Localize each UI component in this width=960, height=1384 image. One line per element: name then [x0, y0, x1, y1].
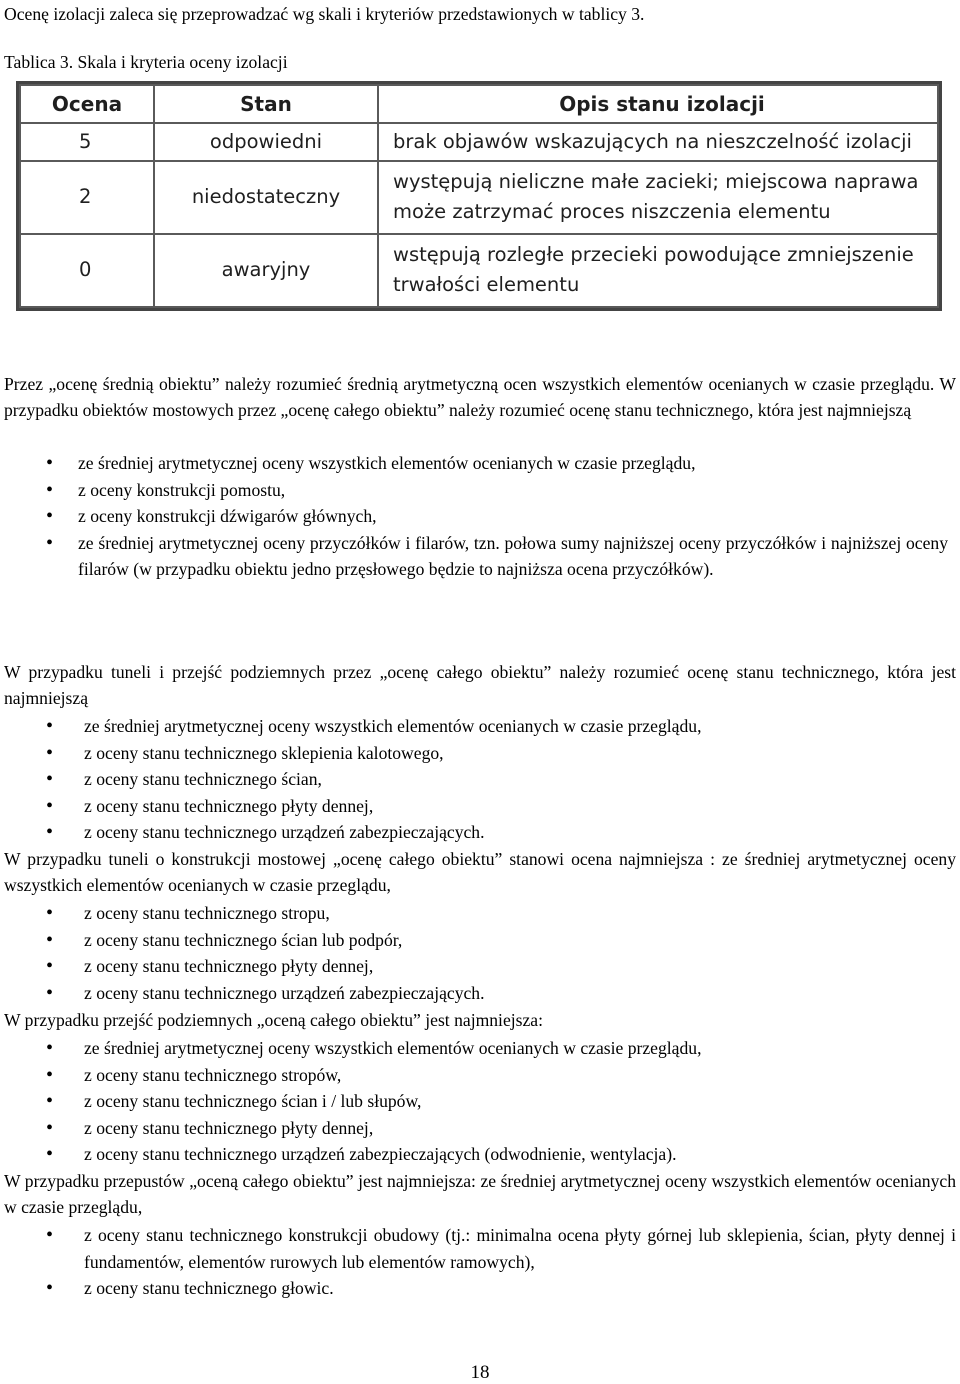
table-row — [20, 234, 938, 307]
header-stan: Stan — [154, 85, 378, 123]
list-item: • z oceny stanu technicznego ścian lub podpór, — [84, 927, 956, 954]
tunnel-assessment-paragraph: W przypadku tuneli i przejść podziemnych przez „ocenę całego obiektu” należy rozumieć ocenę stanu technicznego, która jest najmniejszą — [4, 662, 956, 708]
table-header-row — [20, 85, 938, 123]
insulation-rating-table-image — [16, 81, 942, 311]
table-caption — [4, 50, 956, 74]
bridge-assessment-paragraph: Przez „ocenę średnią obiektu” należy rozumieć średnią arytmetyczną ocen wszystkich elementów ocenianych w czasie przeglądu. W przypadku obiektów mostowych przez „ocenę całego obiektu” należy rozumieć ocenę stanu technicznego, która jest najmniejszą — [4, 374, 956, 420]
list-item: • z oceny stanu technicznego stropów, — [84, 1062, 956, 1089]
cell-ocena: 2 — [20, 161, 154, 234]
list-item: • ze średniej arytmetycznej oceny wszystkich elementów ocenianych w czasie przeglądu, — [84, 1035, 956, 1062]
table-caption-label: Tablica 3. — [4, 52, 74, 72]
list-item: • z oceny konstrukcji dźwigarów głównych, — [78, 503, 948, 530]
cell-opis: wstępują rozległe przecieki powodujące zmniejszenie trwałości elementu — [378, 234, 938, 307]
bridge-criteria-list — [78, 450, 948, 583]
insulation-rating-table — [19, 84, 939, 308]
list-item: • z oceny stanu technicznego płyty dennej, — [84, 793, 956, 820]
bridge-tunnel-criteria-list — [84, 900, 956, 1006]
list-item: • z oceny konstrukcji pomostu, — [78, 477, 948, 504]
list-item: • ze średniej arytmetycznej oceny wszystkich elementów ocenianych w czasie przeglądu, — [84, 713, 956, 740]
header-ocena: Ocena — [20, 85, 154, 123]
cell-stan: odpowiedni — [154, 123, 378, 161]
page-number: 18 — [470, 1362, 490, 1383]
table-row — [20, 161, 938, 234]
list-item: • z oceny stanu technicznego urządzeń zabezpieczających. — [84, 819, 956, 846]
list-item: • z oceny stanu technicznego płyty dennej, — [84, 953, 956, 980]
cell-stan: niedostateczny — [154, 161, 378, 234]
list-item: • z oceny stanu technicznego głowic. — [84, 1275, 956, 1302]
list-item: • z oceny stanu technicznego urządzeń zabezpieczających (odwodnienie, wentylacja). — [84, 1141, 956, 1168]
culvert-criteria-list — [84, 1222, 956, 1302]
table-caption-text: Skala i kryteria oceny izolacji — [73, 52, 288, 72]
bridge-tunnel-paragraph: W przypadku tuneli o konstrukcji mostowej „ocenę całego obiektu” stanowi ocena najmniejsza : ze średniej arytmetycznej oceny wszystkich elementów ocenianych w czasie przeglądu, — [4, 849, 956, 895]
cell-opis: występują nieliczne małe zacieki; miejscowa naprawa może zatrzymać proces niszczenia elementu — [378, 161, 938, 234]
cell-opis: brak objawów wskazujących na nieszczelność izolacji — [378, 123, 938, 161]
list-item: • ze średniej arytmetycznej oceny wszystkich elementów ocenianych w czasie przeglądu, — [78, 450, 948, 477]
cell-ocena: 5 — [20, 123, 154, 161]
list-item: • z oceny stanu technicznego konstrukcji obudowy (tj.: minimalna ocena płyty górnej lub sklepienia, ścian, płyty dennej i fundamentów, elementów rurowych lub elementów ramowych), — [84, 1222, 956, 1275]
list-item: • z oceny stanu technicznego ścian, — [84, 766, 956, 793]
list-item: • z oceny stanu technicznego urządzeń zabezpieczających. — [84, 980, 956, 1007]
list-item: • z oceny stanu technicznego ścian i / lub słupów, — [84, 1088, 956, 1115]
list-item: • z oceny stanu technicznego płyty dennej, — [84, 1115, 956, 1142]
intro-paragraph: Ocenę izolacji zaleca się przeprowadzać wg skali i kryteriów przedstawionych w tablicy 3. — [4, 4, 645, 24]
cell-ocena: 0 — [20, 234, 154, 307]
underpass-criteria-list — [84, 1035, 956, 1168]
header-opis: Opis stanu izolacji — [378, 85, 938, 123]
list-item: • z oceny stanu technicznego sklepienia kalotowego, — [84, 740, 956, 767]
underpass-paragraph: W przypadku przejść podziemnych „oceną całego obiektu” jest najmniejsza: — [4, 1010, 543, 1030]
table-row — [20, 123, 938, 161]
tunnel-criteria-list — [84, 713, 956, 846]
cell-stan: awaryjny — [154, 234, 378, 307]
list-item: • ze średniej arytmetycznej oceny przyczółków i filarów, tzn. połowa sumy najniższej oceny przyczółków i najniższej oceny filarów (w przypadku obiektu jedno przęsłowego będzie to najniższa ocena przyczółków). — [78, 530, 948, 583]
culvert-paragraph: W przypadku przepustów „oceną całego obiektu” jest najmniejsza: ze średniej arytmetycznej oceny wszystkich elementów ocenianych w czasie przeglądu, — [4, 1171, 956, 1217]
list-item: • z oceny stanu technicznego stropu, — [84, 900, 956, 927]
